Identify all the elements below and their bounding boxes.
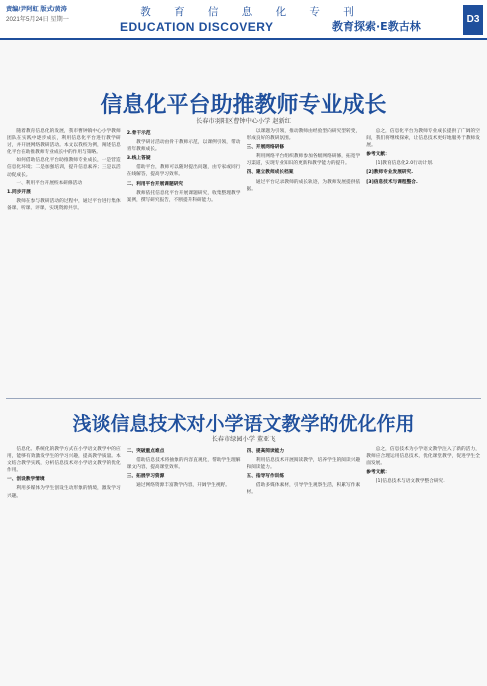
paragraph: [1]信息技术与语文教学整合研究. (375, 479, 445, 485)
paragraph: 信息化、系统化的教学方式在小学语文教学中的应用，能够有效激发学生的学习兴趣，提高教学质量。本文结合教学实践，分析信息技术对小学语文教学的优化作用。 (7, 447, 121, 474)
paragraph: 二、突破重点难点 (126, 449, 165, 454)
article2-column-3 (247, 446, 361, 678)
paragraph: [3]信息技术与课程整合. (366, 179, 418, 185)
paragraph: 2.骨干示范 (126, 131, 151, 136)
paragraph: 一、创设教学情境 (7, 477, 45, 483)
paragraph: 利用网络平台组织教师参加各级网络研修，拓宽学习渠道，实现专业知识的更新和教学能力的提升。 (246, 154, 361, 167)
paragraph: 总之，信息技术为小学语文教学注入了新的活力，教师应合理运用信息技术，优化课堂教学，促进学生全面发展。 (366, 447, 480, 467)
paragraph: 通过网络资源丰富教学内容，开阔学生视野。 (136, 483, 230, 489)
masthead-subtitle: 教育探索·E教古林 (332, 20, 421, 33)
paragraph: 一、利用平台开展校本研修活动 (16, 180, 83, 186)
paragraph: 借助多媒体素材，引导学生观察生活，积累写作素材。 (246, 483, 361, 496)
section-divider (6, 398, 481, 399)
paragraph: 3.线上答疑 (126, 156, 151, 162)
article2-column-2 (127, 446, 241, 678)
masthead-title-cn: 教 育 信 息 化 专 刊 (140, 6, 364, 18)
paragraph: 利用多媒体为学生创设生动形象的情境，激发学习兴趣。 (7, 486, 121, 499)
paragraph: 1.同步开展 (7, 189, 31, 195)
page-number-badge: D3 (463, 5, 483, 35)
paragraph: 三、开展网络研修 (246, 145, 285, 151)
paragraph: 利用信息技术开展阅读教学，培养学生的阅读兴趣和阅读能力。 (246, 458, 361, 471)
paragraph: 随着教育信息化的发展，我市曹钟镇中心小学教师团队在实践中逐步成长，利用信息化平台进行教学研讨，并开展网络教研活动。本文以我校为例，阐述信息化平台在助推教师专业成长中的作用与策略。 (7, 129, 121, 156)
paragraph: [1]教育信息化2.0行动计划. (375, 161, 434, 167)
paragraph: 参考文献： (366, 470, 390, 476)
editor-line: 责编/尹阿虹 版式/黄涛 (6, 6, 67, 13)
paragraph: 教师依托信息化平台开展课题研究，收集整理教学案例，撰写研究报告，不断提升科研能力。 (126, 190, 241, 203)
article2-column-1 (7, 446, 121, 678)
paragraph: 总之，信息化平台为教师专业成长提供了广阔的空间，我们将继续探索，让信息技术更好地服务于教师发展。 (366, 129, 480, 149)
paragraph: 如何借助信息化平台助推教师专业成长，一是营造信息化环境；二是加强培训，提升信息素养；三是以活动促成长。 (7, 158, 121, 178)
paragraph: 借助信息技术将抽象的内容直观化，帮助学生理解课文内容，提高课堂效率。 (126, 458, 241, 471)
paragraph: 教学研讨活动由骨干教师示范，以课例引领，带动青年教师成长。 (126, 140, 241, 153)
paragraph: 借助平台，教师可以随时提出问题，由专家或同行在线解答，提高学习效率。 (126, 165, 241, 178)
article1-title: 信息化平台助推教师专业成长 (100, 93, 387, 118)
article1-column-2 (127, 128, 241, 390)
article2-byline: 长春市绿园小学 董亚飞 (211, 436, 276, 443)
article1-byline: 长春市羽阳区曹钟中心小学 赵新红 (196, 118, 291, 125)
paragraph: 四、建立教师成长档案 (246, 170, 294, 176)
paragraph: 参考文献： (366, 152, 390, 158)
paragraph: [2]教师专业发展研究. (366, 170, 414, 176)
masthead (0, 0, 487, 40)
article2-column-4 (366, 446, 480, 678)
masthead-meta (6, 5, 112, 25)
paragraph: 二、利用平台开展课题研究 (126, 181, 184, 187)
article1-column-1 (7, 128, 121, 390)
paragraph: 通过平台记录教师的成长轨迹，为教师发展提供依据。 (246, 179, 361, 192)
masthead-title-en: EDUCATION DISCOVERY (120, 20, 274, 34)
article2-title: 浅谈信息技术对小学语文教学的优化作用 (72, 413, 415, 435)
article1-column-3 (247, 128, 361, 390)
article1-column-4 (366, 128, 480, 390)
paragraph: 以课题为引领，推动教师由经验型向研究型转变，形成良好的教研氛围。 (246, 129, 361, 142)
paragraph: 五、指导写作训练 (246, 474, 285, 480)
paragraph: 四、提高阅读能力 (246, 449, 285, 454)
date-line: 2021年5月24日 星期一 (6, 16, 69, 23)
paragraph: 教师在参与教研活动的过程中，通过平台进行集体备课、听课、评课，实现资源共享。 (7, 198, 121, 211)
paragraph: 三、拓展学习资源 (126, 474, 165, 480)
